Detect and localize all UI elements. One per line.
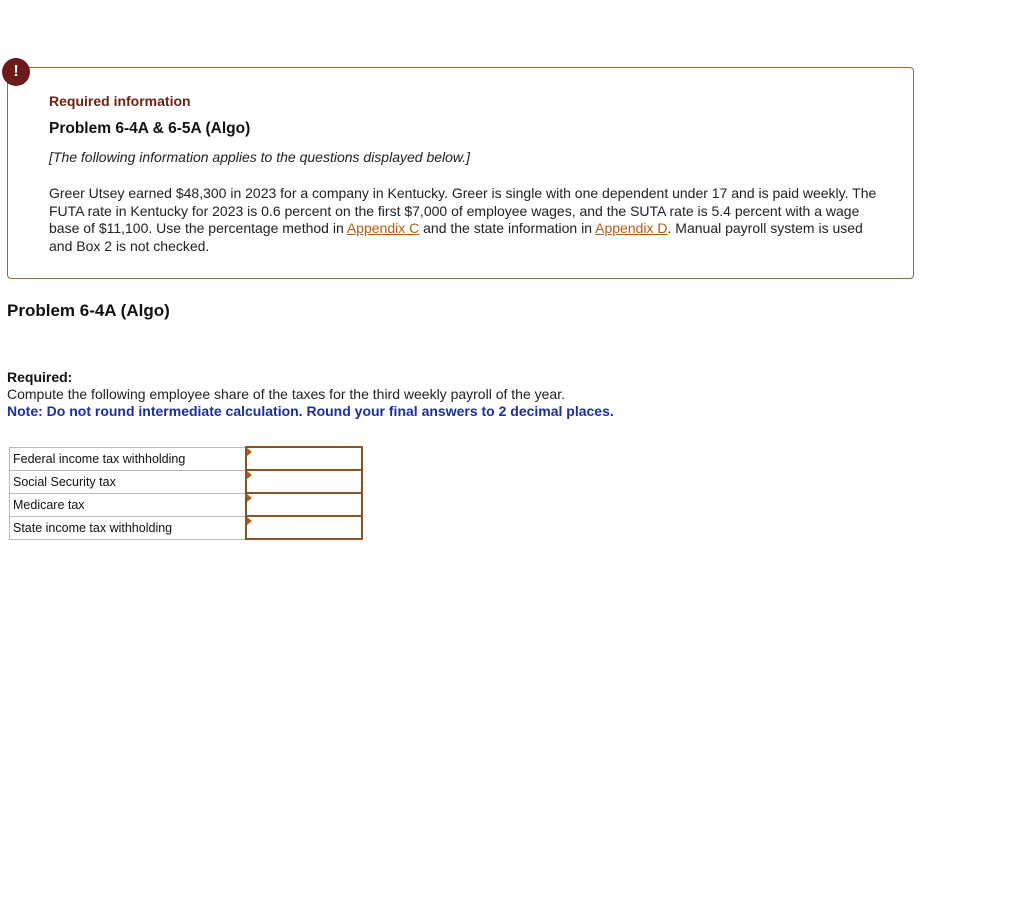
- answer-cell: [246, 493, 362, 516]
- required-label: Required:: [7, 369, 73, 385]
- row-label: Federal income tax withholding: [10, 447, 247, 470]
- input-flag-icon: [247, 494, 252, 502]
- answer-cell: [246, 516, 362, 539]
- answer-cell: [246, 470, 362, 493]
- rounding-note: Note: Do not round intermediate calculation. Round your final answers to 2 decimal places.: [7, 403, 614, 419]
- description-part-1: Greer Utsey earned $48,300 in 2023 for a company in Kentucky. Greer is single with one dependent under 17 and is paid weekly. The FUTA rate in Kentucky for 2023 is 0.6 percent on the first $7,000 of employee wages, and the SUTA rate is 5.4 percent with a wage base of $11,100. Use the percentage method in: [49, 185, 877, 236]
- answer-cell: [246, 447, 362, 470]
- table-row: [10, 447, 363, 470]
- problem-set-title: Problem 6-4A & 6-5A (Algo): [49, 120, 251, 137]
- applies-note: [The following information applies to the questions displayed below.]: [49, 149, 471, 165]
- appendix-d-link[interactable]: Appendix D: [595, 220, 668, 236]
- required-information-heading: Required information: [49, 93, 191, 109]
- state-income-tax-input[interactable]: [247, 517, 361, 538]
- table-row: [10, 516, 363, 539]
- row-label: Medicare tax: [10, 493, 247, 516]
- table-row: [10, 493, 363, 516]
- input-flag-icon: [247, 471, 252, 479]
- row-label: Social Security tax: [10, 470, 247, 493]
- federal-income-tax-input[interactable]: [247, 448, 361, 469]
- description-part-3: . Manual payroll system is used and Box 2 is not checked.: [49, 220, 863, 254]
- description-part-2: and the state information in: [419, 220, 596, 236]
- answer-table: [9, 446, 363, 540]
- social-security-tax-input[interactable]: [247, 471, 361, 492]
- instruction-text: Compute the following employee share of the taxes for the third weekly payroll of the year.: [7, 386, 565, 402]
- problem-description: [49, 185, 889, 255]
- input-flag-icon: [247, 448, 252, 456]
- input-flag-icon: [247, 517, 252, 525]
- row-label: State income tax withholding: [10, 516, 247, 539]
- appendix-c-link[interactable]: Appendix C: [346, 220, 420, 236]
- alert-icon: !: [2, 58, 30, 86]
- medicare-tax-input[interactable]: [247, 494, 361, 515]
- problem-title: Problem 6-4A (Algo): [7, 301, 170, 320]
- table-row: [10, 470, 363, 493]
